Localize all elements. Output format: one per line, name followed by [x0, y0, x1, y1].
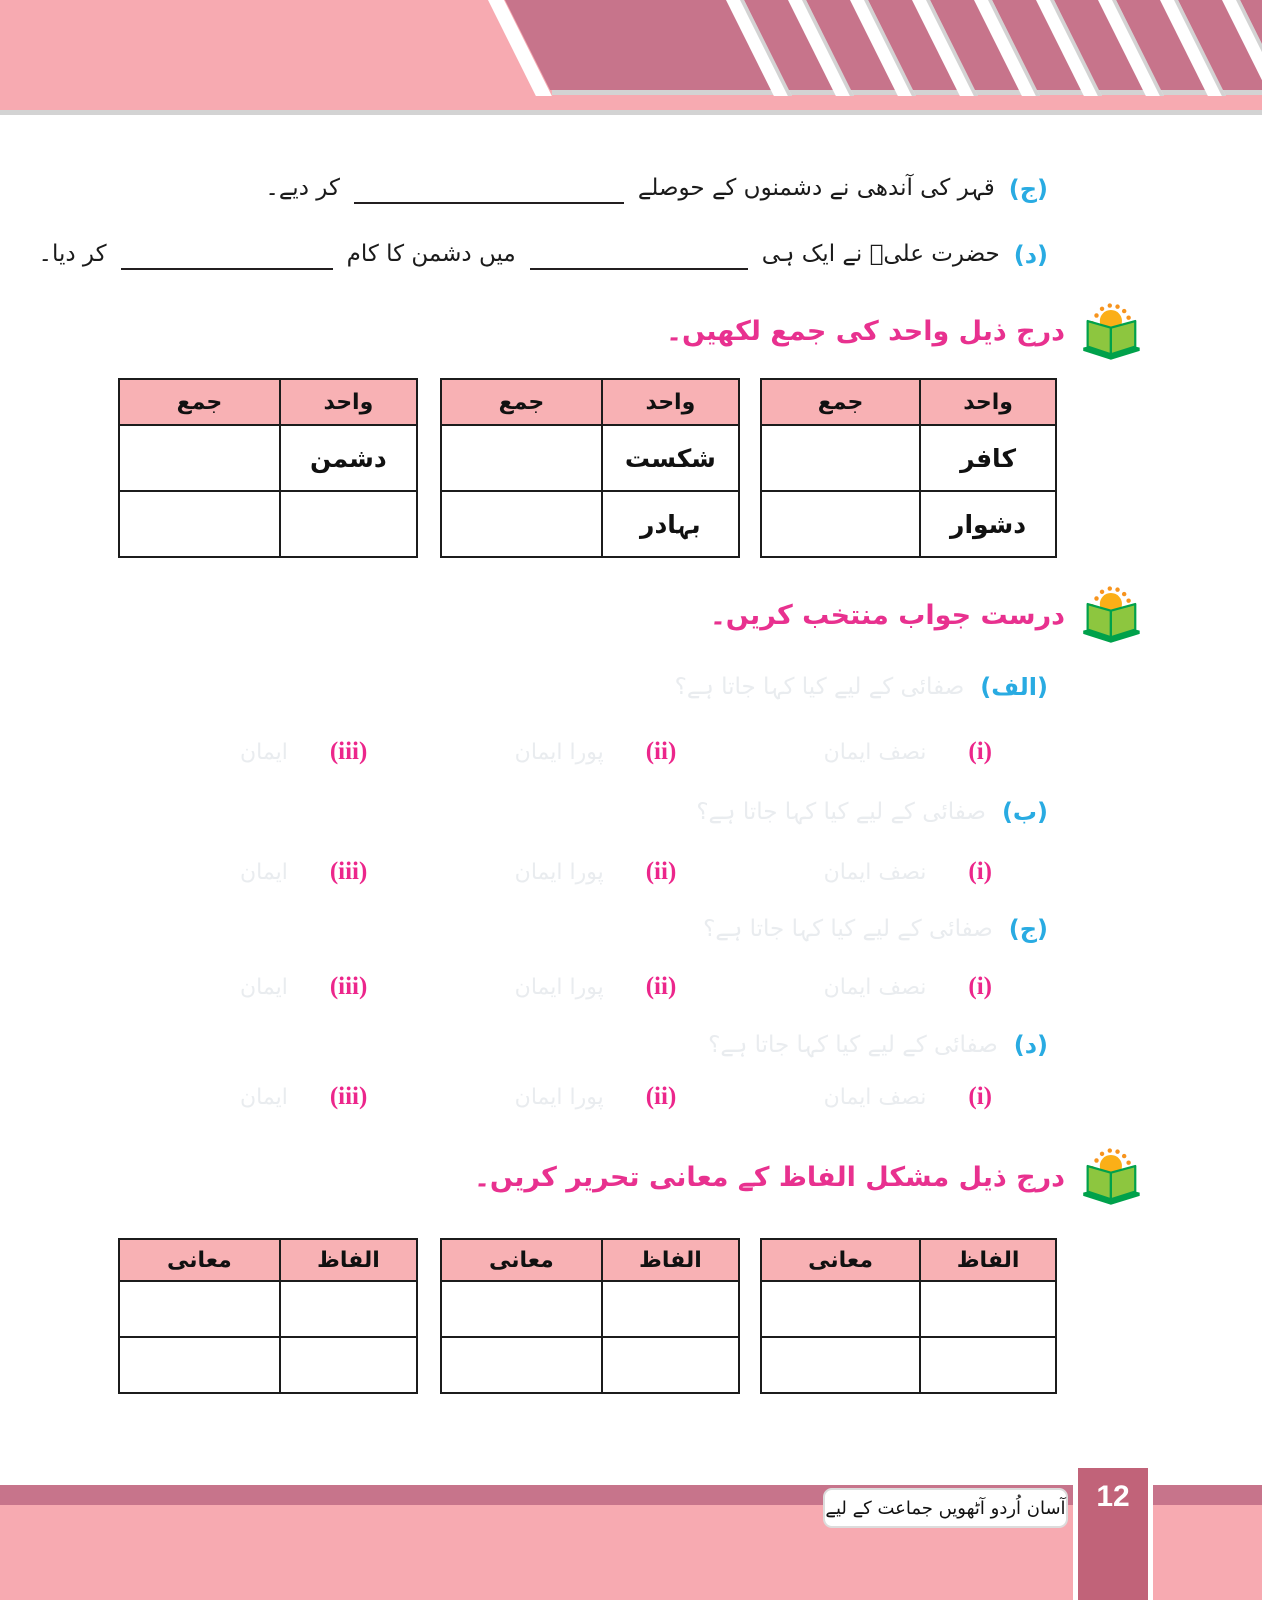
mcq-option-ii[interactable] — [515, 738, 677, 766]
mcq-question-text: صفائی کے لیے کیا کہا جاتا ہے؟ — [708, 1032, 998, 1059]
option-numeral: (i) — [968, 738, 992, 765]
section-heading-meanings: درج ذیل مشکل الفاظ کے معانی تحریر کریں۔ — [474, 1162, 1065, 1193]
header-gray-rule — [0, 110, 1262, 115]
mcq-option-ii[interactable] — [515, 973, 677, 1001]
footer-bar-right — [1153, 1485, 1262, 1505]
column-header-words: الفاظ — [602, 1239, 739, 1281]
singular-word-cell: دشوار — [920, 491, 1056, 557]
option-numeral: (ii) — [645, 973, 677, 1000]
meaning-entry-cell[interactable] — [441, 1337, 602, 1393]
plural-answer-cell[interactable] — [761, 491, 920, 557]
meaning-entry-cell[interactable] — [119, 1281, 280, 1337]
option-text: ایمان — [240, 1084, 288, 1110]
section-heading-plurals: درج ذیل واحد کی جمع لکھیں۔ — [666, 316, 1065, 347]
question-label: (د) — [1013, 241, 1048, 270]
book-sun-icon — [1076, 1145, 1148, 1207]
meanings-table-1 — [760, 1238, 1057, 1394]
column-header-meaning: معانی — [761, 1239, 920, 1281]
column-header-words: الفاظ — [280, 1239, 417, 1281]
mcq-label: (د) — [1013, 1031, 1048, 1059]
fill-blank-line-d — [38, 222, 1048, 270]
plural-answer-cell[interactable] — [761, 425, 920, 491]
mcq-option-i[interactable] — [824, 1083, 992, 1111]
question-label: (ج) — [1008, 175, 1048, 204]
question-text: کر دیے۔ — [265, 175, 340, 202]
question-text: قہر کی آندھی نے دشمنوں کے حوصلے — [637, 175, 995, 202]
option-text: ایمان — [240, 859, 288, 885]
option-numeral: (ii) — [645, 1083, 677, 1110]
column-header-meaning: معانی — [119, 1239, 280, 1281]
word-entry-cell[interactable] — [602, 1337, 739, 1393]
meanings-table-3 — [118, 1238, 418, 1394]
mcq-option-ii[interactable] — [515, 858, 677, 886]
word-entry-cell[interactable] — [602, 1281, 739, 1337]
mcq-question-text: صفائی کے لیے کیا کہا جاتا ہے؟ — [703, 916, 993, 943]
option-numeral: (iii) — [329, 973, 368, 1000]
mcq-question-be — [696, 798, 1048, 827]
column-header-meaning: معانی — [441, 1239, 602, 1281]
option-text: نصف ایمان — [823, 1084, 927, 1110]
mcq-option-iii[interactable] — [240, 1083, 367, 1111]
word-entry-cell[interactable] — [280, 1337, 417, 1393]
mcq-label: (الف) — [980, 673, 1048, 701]
column-header-plural: جمع — [441, 379, 602, 425]
book-sun-icon — [1076, 300, 1148, 362]
mcq-option-i[interactable] — [824, 858, 992, 886]
question-text: کر دیا۔ — [38, 241, 107, 268]
meanings-table-2 — [440, 1238, 740, 1394]
option-numeral: (iii) — [329, 858, 368, 885]
mcq-option-iii[interactable] — [240, 858, 367, 886]
column-header-plural: جمع — [761, 379, 920, 425]
plural-answer-cell[interactable] — [441, 491, 602, 557]
mcq-question-text: صفائی کے لیے کیا کہا جاتا ہے؟ — [696, 799, 986, 826]
singular-word-cell: کافر — [920, 425, 1056, 491]
mcq-label: (ج) — [1008, 915, 1048, 943]
option-numeral: (i) — [968, 973, 992, 1000]
fill-blank-line-j — [265, 158, 1048, 204]
mcq-option-i[interactable] — [824, 973, 992, 1001]
column-header-plural: جمع — [119, 379, 280, 425]
word-entry-cell[interactable] — [280, 1281, 417, 1337]
plurals-table-2 — [440, 378, 740, 558]
mcq-option-iii[interactable] — [240, 738, 367, 766]
column-header-singular: واحد — [920, 379, 1056, 425]
section-heading-mcq: درست جواب منتخب کریں۔ — [709, 600, 1065, 631]
singular-word-cell — [280, 491, 417, 557]
mcq-question-text: صفائی کے لیے کیا کہا جاتا ہے؟ — [674, 674, 965, 701]
mcq-question-daal — [708, 1031, 1048, 1060]
option-text: پورا ایمان — [514, 859, 604, 885]
answer-blank[interactable] — [354, 172, 624, 204]
option-text: نصف ایمان — [823, 974, 927, 1000]
column-header-singular: واحد — [280, 379, 417, 425]
meaning-entry-cell[interactable] — [761, 1281, 920, 1337]
book-sun-icon — [1076, 583, 1148, 645]
mcq-options-row — [240, 1083, 992, 1111]
question-text: حضرت علیؓ نے ایک ہی — [761, 241, 1000, 268]
option-text: ایمان — [240, 974, 288, 1000]
page-number: 12 — [1096, 1480, 1130, 1513]
option-numeral: (ii) — [645, 858, 677, 885]
singular-word-cell: شکست — [602, 425, 739, 491]
word-entry-cell[interactable] — [920, 1281, 1056, 1337]
option-text: ایمان — [240, 739, 288, 765]
footer-title-box — [823, 1488, 1068, 1528]
footer-book-title: آسان اُردو آٹھویں جماعت کے لیے — [825, 1497, 1066, 1519]
option-numeral: (i) — [968, 1083, 992, 1110]
option-text: پورا ایمان — [514, 1084, 604, 1110]
mcq-question-alif — [675, 673, 1048, 702]
plural-answer-cell[interactable] — [119, 425, 280, 491]
mcq-option-i[interactable] — [824, 738, 992, 766]
column-header-words: الفاظ — [920, 1239, 1056, 1281]
mcq-question-jeem — [703, 915, 1048, 944]
meaning-entry-cell[interactable] — [761, 1337, 920, 1393]
option-text: نصف ایمان — [823, 739, 927, 765]
mcq-options-row — [240, 858, 992, 886]
plural-answer-cell[interactable] — [119, 491, 280, 557]
word-entry-cell[interactable] — [920, 1337, 1056, 1393]
mcq-options-row — [240, 738, 992, 766]
plural-answer-cell[interactable] — [441, 425, 602, 491]
option-text: پورا ایمان — [514, 739, 604, 765]
option-text: پورا ایمان — [514, 974, 604, 1000]
footer-pink-right — [1153, 1505, 1262, 1600]
mcq-option-ii[interactable] — [515, 1083, 677, 1111]
plurals-table-3 — [118, 378, 418, 558]
mcq-option-iii[interactable] — [240, 973, 367, 1001]
option-numeral: (iii) — [329, 1083, 368, 1110]
page-number-block — [1078, 1468, 1148, 1600]
mcq-label: (ب) — [1001, 798, 1048, 826]
option-numeral: (ii) — [645, 738, 677, 765]
answer-blank[interactable] — [530, 238, 748, 270]
column-header-singular: واحد — [602, 379, 739, 425]
option-numeral: (i) — [968, 858, 992, 885]
mcq-options-row — [240, 973, 992, 1001]
singular-word-cell: بہادر — [602, 491, 739, 557]
question-text: میں دشمن کا کام — [346, 241, 516, 268]
plurals-table-1 — [760, 378, 1057, 558]
option-numeral: (iii) — [329, 738, 368, 765]
meaning-entry-cell[interactable] — [441, 1281, 602, 1337]
answer-blank[interactable] — [121, 238, 333, 270]
singular-word-cell: دشمن — [280, 425, 417, 491]
option-text: نصف ایمان — [823, 859, 927, 885]
meaning-entry-cell[interactable] — [119, 1337, 280, 1393]
